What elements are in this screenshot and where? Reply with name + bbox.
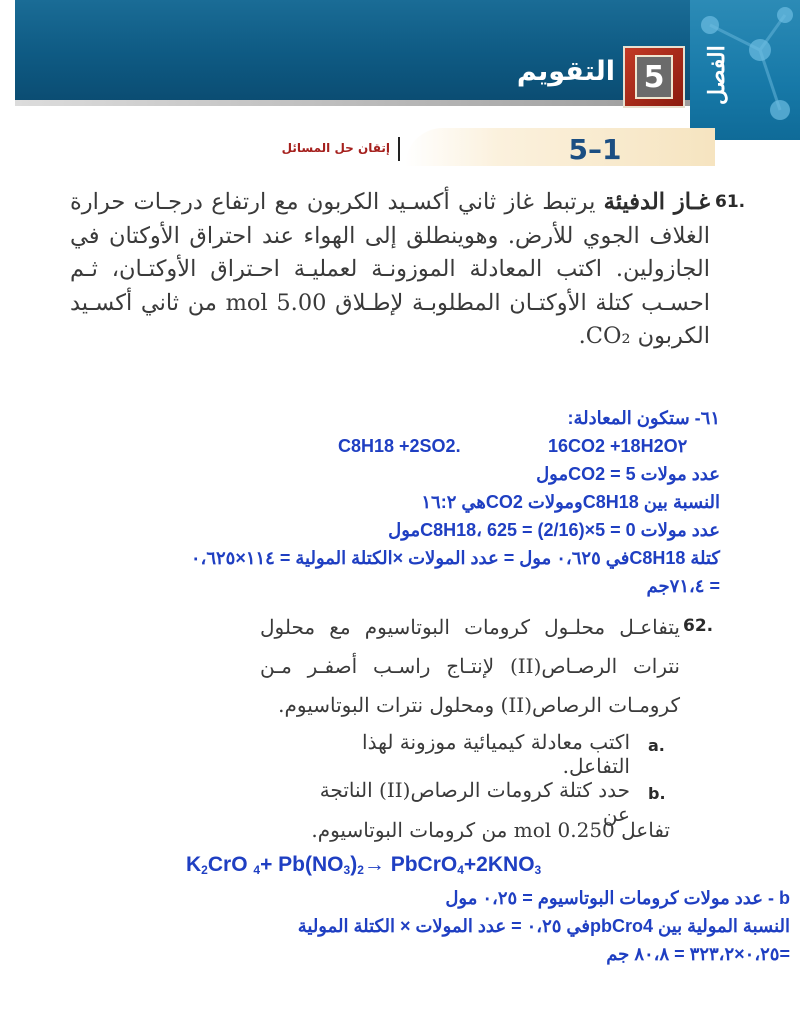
part-a-text: اكتب معادلة كيميائية موزونة لهذا التفاعل.	[362, 730, 630, 778]
problem-61-number: 61.	[715, 192, 746, 212]
page-title: التقويم	[516, 56, 615, 87]
answer-61-equation-right: 16CO2 +18H2O٢	[548, 436, 688, 456]
eq-cro-subscript: 4	[253, 863, 261, 877]
answer-61-line-3: عدد مولات 5 = CO2مول	[536, 464, 720, 484]
problem-62-number: 62.	[683, 616, 714, 636]
eq-cro: CrO	[207, 853, 248, 876]
eq-close: )	[350, 853, 358, 876]
eq-pbcro-subscript: 4	[457, 863, 464, 877]
part-b-letter: b.	[648, 784, 666, 803]
answer-61-line-5: عدد مولات 0 = 5×(2/16) = C8H18، 625مول	[388, 520, 720, 540]
answer-61-line-4: النسبة بين C8H18ومولات CO2هي ١٦:٢	[421, 492, 720, 512]
eq-k-subscript: 2	[201, 863, 208, 877]
problem-61-text	[70, 186, 710, 354]
answer-62-line-b2: النسبة المولية بين pbCro4في ٠،٢٥ = عدد المولات × الكتلة المولية	[297, 916, 790, 936]
eq-close-subscript: 2	[357, 863, 364, 877]
banner-shadow	[15, 100, 705, 106]
eq-kno: +2KNO	[463, 853, 535, 876]
part-b-text-line-2: تفاعل 0.250 mol من كرومات البوتاسيوم.	[311, 818, 670, 842]
breadcrumb-divider	[398, 137, 400, 161]
eq-pb: + Pb(NO	[260, 853, 344, 876]
answer-62-line-b3: =٠،٢٥×٣٢٣،٢ = ٨٠،٨ جم	[606, 944, 790, 964]
problem-62-text: يتفاعـل محلـول كرومات البوتاسيوم مع محلول نترات الرصـاص(II) لإنتـاج راسـب أصفـر مـن كرومـات الرصاص(II) ومحلول نترات البوتاسيوم.	[260, 615, 681, 717]
answer-62-line-b1: b - عدد مولات كرومات البوتاسيوم = ٠،٢٥ مول	[445, 888, 790, 908]
part-b-text-line-1: حدد كتلة كرومات الرصاص(II) الناتجة عن	[319, 778, 630, 826]
eq-kno-subscript: 3	[534, 863, 542, 877]
answer-61-line-7: = ٧١،٤جم	[646, 576, 720, 596]
chapter-number-badge	[623, 46, 685, 108]
answer-61-equation-left: C8H18 +2SO2.	[338, 436, 461, 456]
problem-61-keyword: غـاز الدفيئة	[603, 189, 710, 215]
answer-61-line-1: ٦١- ستكون المعادلة:	[567, 408, 720, 428]
eq-no-subscript: 3	[343, 863, 351, 877]
chapter-label: الفصل	[704, 45, 730, 105]
answer-61-line-6: كتلة C8H18في ٠،٦٢٥ مول = عدد المولات ×الكتلة المولية = ١١٤×٠،٦٢٥	[190, 548, 720, 568]
chapter-number: 5	[635, 55, 673, 99]
section-number: 5–1	[568, 133, 622, 166]
answer-62-equation	[186, 851, 541, 884]
breadcrumb: إتقان حل المسائل	[281, 141, 390, 155]
eq-arrow-product: → PbCrO	[363, 853, 458, 876]
eq-k: K	[186, 853, 202, 876]
part-a-letter: a.	[648, 736, 665, 755]
problem-61-body: يرتبط غاز ثاني أكسـيد الكربون مع ارتفاع درجـات حرارة الغلاف الجوي للأرض. وهوينطلق إلى الهواء عند احتراق الأوكتان في الجازولين. اكتب المعادلة الموزونـة لعمليـة احـتراق الأوكتـان، ثـم احسـب كتلة الأوكتـان المطلوبـة لإطـلاق 5.00 mol من ثاني أكسـيد الكربون CO₂.	[70, 189, 711, 349]
